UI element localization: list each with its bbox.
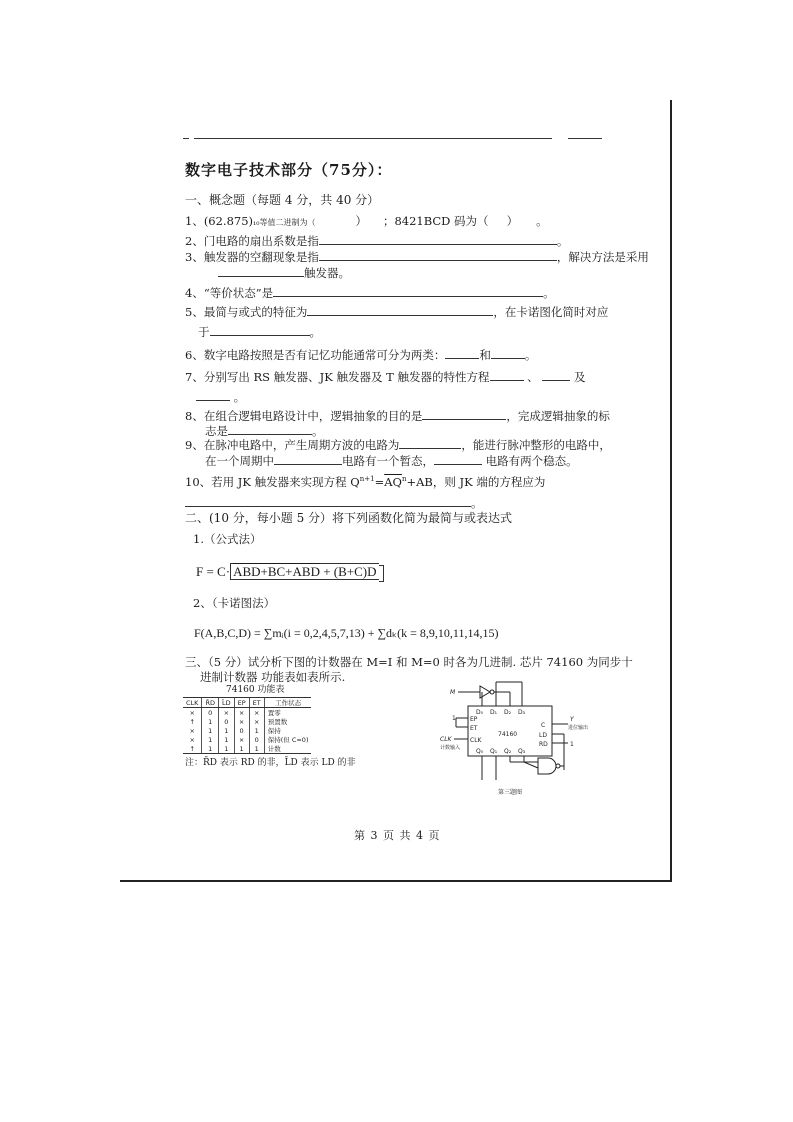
table-cell: 保持(但 C=0) [264, 735, 311, 744]
table-cell: 置零 [264, 708, 311, 718]
question-8-cont: 志是 。 [205, 424, 324, 438]
question-7-cont: 。 [196, 390, 245, 404]
page-footer: 第 3 页 共 4 页 [354, 829, 441, 842]
section-title: 数字电子技术部分（75分）： [185, 161, 393, 179]
scan-border-bottom [120, 880, 672, 882]
question-9: 9、在脉冲电路中，产生周期方波的电路为 ，能进行脉冲整形的电路中， [185, 438, 611, 452]
label-q2: Q₂ [504, 748, 512, 755]
table-cell: 1 [202, 744, 219, 754]
table-cell: 1 [234, 744, 249, 754]
table-cell: 1 [202, 735, 219, 744]
label-y: Y [570, 716, 574, 723]
formula-1: F = C· ABD+BC+ABD + (B+C)D [196, 563, 384, 582]
table-cell: 预置数 [264, 717, 311, 726]
label-ld: LD [539, 732, 547, 739]
table-cell: × [234, 717, 249, 726]
table-cell: × [234, 735, 249, 744]
label-m: M [450, 689, 456, 696]
table-cell: × [249, 717, 264, 726]
label-d1: D₁ [490, 709, 498, 716]
table-cell: 计数 [264, 744, 311, 754]
table-row [183, 717, 311, 726]
top-rule-left-dash [183, 138, 189, 139]
top-rule [194, 138, 552, 139]
table-cell: 0 [249, 735, 264, 744]
table-cell: 0 [218, 717, 234, 726]
part2-heading: 二、(10 分，每小题 5 分）将下列函数化简为最简与或表达式 [185, 511, 513, 525]
question-7: 7、分别写出 RS 触发器、JK 触发器及 T 触发器的特性方程 、 及 [185, 370, 586, 384]
table-cell: × [234, 708, 249, 718]
question-1: 1、(62.875)₁₀等值二进制为（ ） ；8421BCD 码为（ ） 。 [185, 214, 548, 228]
function-table [183, 697, 311, 754]
question-10-cont: 。 [185, 496, 483, 510]
th-ep: EP [234, 698, 249, 708]
label-ep: EP [470, 716, 478, 723]
table-cell: 保持 [264, 726, 311, 735]
label-et: ET [470, 725, 478, 732]
table-caption: 74160 功能表 [226, 685, 285, 695]
table-row [183, 744, 311, 754]
table-cell: 1 [202, 726, 219, 735]
nand-gate [538, 758, 556, 774]
part3-line1: 三、（5 分）试分析下图的计数器在 M=I 和 M=0 时各为几进制. 芯片 74160 为同步十 [185, 655, 633, 669]
table-cell: × [218, 708, 234, 718]
table-cell: × [249, 708, 264, 718]
question-9-cont: 在一个周期中 电路有一个暂态， 电路有两个稳态。 [205, 454, 578, 468]
label-d3: D₃ [518, 709, 526, 716]
table-row [183, 726, 311, 735]
table-cell: 0 [202, 708, 219, 718]
formula-2: F(A,B,C,D) = ∑mᵢ(i = 0,2,4,5,7,13) + ∑dₖ(k = 8,9,10,11,14,15) [194, 626, 499, 640]
question-10: 10、若用 JK 触发器来实现方程 $Q^{n+1}=\overline{AQ}^n+AB$，则 JK 端的方程应为 [185, 474, 546, 489]
th-rd: R̄D [202, 698, 219, 708]
label-one-rd: 1 [570, 741, 574, 748]
table-cell: × [189, 735, 195, 744]
part2-sub1: 1.（公式法） [193, 532, 262, 546]
question-5-cont: 于 。 [198, 325, 321, 339]
table-header-row [183, 698, 311, 708]
label-q0: Q₀ [476, 748, 484, 755]
table-row [183, 708, 311, 718]
question-4: 4、“等价状态”是 。 [185, 286, 555, 300]
question-2: 2、门电路的扇出系数是指 。 [185, 234, 569, 248]
th-state: 工作状态 [264, 698, 311, 708]
label-q1: Q₁ [490, 748, 498, 755]
label-y-sub: 进位输出 [568, 725, 589, 731]
table-cell: 0 [234, 726, 249, 735]
label-chip: 74160 [498, 731, 518, 738]
label-clk-sub: 计数输入 [440, 745, 461, 751]
table-cell: 1 [218, 744, 234, 754]
top-rule-right-dash [568, 138, 602, 139]
question-8: 8、在组合逻辑电路设计中，逻辑抽象的目的是 ，完成逻辑抽象的标 [185, 409, 610, 423]
question-3-cont: 触发器。 [218, 266, 350, 280]
table-cell: ↑ [189, 717, 195, 726]
part2-sub2: 2、（卡诺图法） [193, 596, 276, 610]
nand-bubble [556, 764, 560, 768]
table-note: 注：R̄D 表示 RD 的非，L̄D 表示 LD 的非 [185, 758, 356, 768]
part3-line2: 进制计数器 功能表如表所示. [200, 670, 346, 684]
table-cell: 1 [202, 717, 219, 726]
counter-circuit-diagram [440, 680, 610, 800]
table-cell: ↑ [183, 744, 202, 754]
question-5: 5、最简与或式的特征为 ，在卡诺图化简时对应 [185, 305, 609, 319]
label-d0: D₀ [476, 709, 484, 716]
label-rd: RD [539, 741, 548, 748]
table-cell: 1 [249, 726, 264, 735]
th-ld: L̄D [218, 698, 234, 708]
label-clk-input: CLK [440, 736, 452, 743]
table-cell: 1 [218, 735, 234, 744]
table-cell: × [189, 708, 195, 717]
th-clk: CLK [183, 698, 202, 708]
question-3: 3、触发器的空翻现象是指 ，解决方法是采用 [185, 250, 649, 264]
th-et: ET [249, 698, 264, 708]
label-q3: Q₃ [518, 748, 526, 755]
question-6: 6、数字电路按照是否有记忆功能通常可分为两类： 和 。 [185, 348, 537, 362]
table-cell: 1 [249, 744, 264, 754]
label-d2: D₂ [504, 709, 512, 716]
table-cell: 1 [218, 726, 234, 735]
table-row [183, 735, 311, 744]
label-clk-pin: CLK [470, 737, 482, 744]
circuit-caption: 第三题图 [498, 789, 523, 796]
scan-border-right [670, 100, 672, 882]
label-one-ep: 1 [452, 715, 456, 722]
table-cell: × [189, 726, 195, 735]
part1-heading: 一、概念题（每题 4 分，共 40 分） [185, 193, 380, 207]
label-c: C [541, 722, 546, 729]
